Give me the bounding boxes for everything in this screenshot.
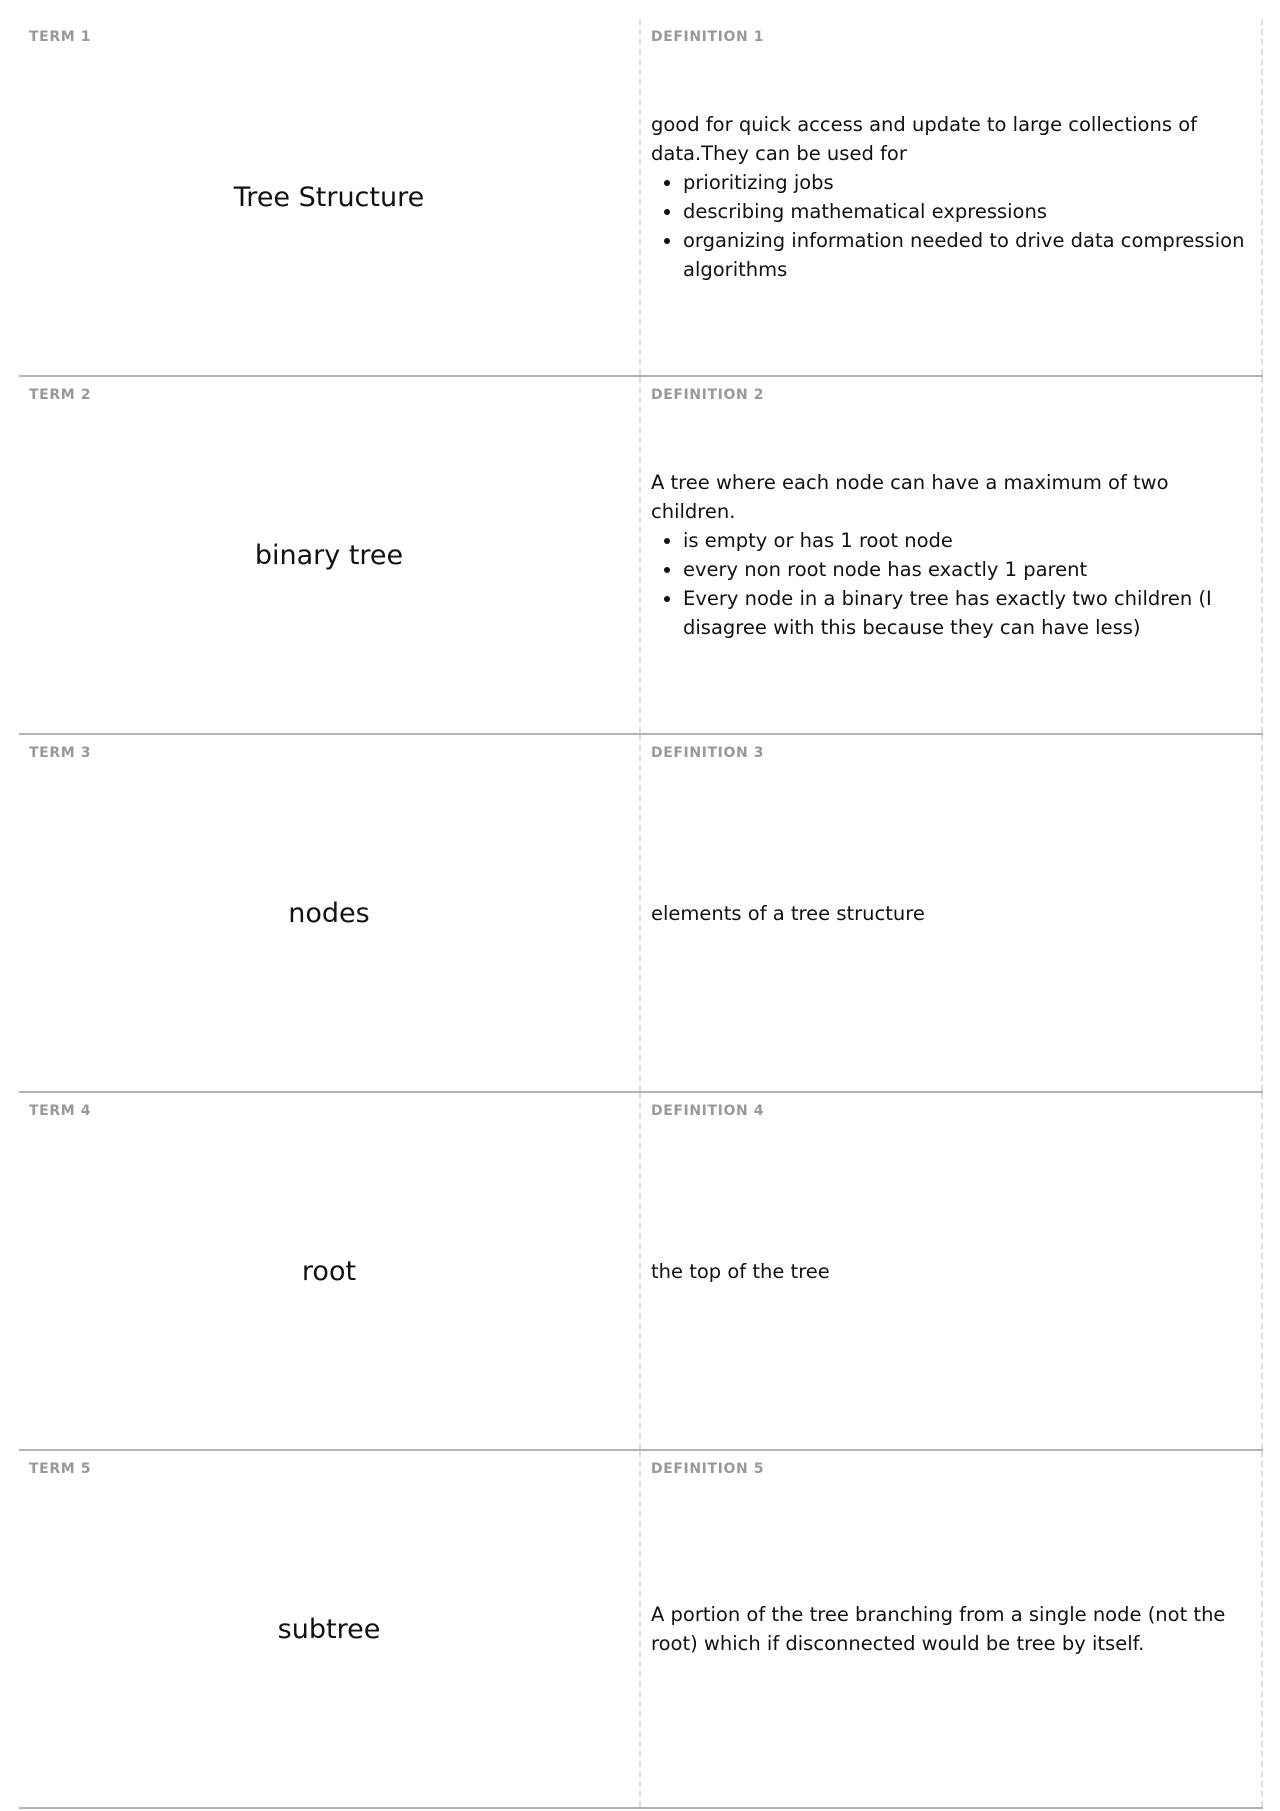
definition-bullet: • every non root node has exactly 1 parent [683,555,1245,584]
definition-cell [641,377,1263,733]
definition-bullet: • is empty or has 1 root node [683,526,1245,555]
definition-bullet-list [651,168,1245,284]
term-cell [19,1093,641,1449]
definition-content [651,899,925,928]
term-text: subtree [277,1613,381,1645]
definition-bullet: • describing mathematical expressions [683,197,1245,226]
definition-content [651,1257,830,1286]
term-cell [19,19,641,375]
term-text: root [301,1255,357,1287]
definition-label: DEFINITION 3 [651,745,765,761]
flashcard-row [19,735,1263,1093]
definition-cell [641,1451,1263,1807]
definition-label: DEFINITION 1 [651,29,765,45]
definition-label: DEFINITION 2 [651,387,765,403]
flashcard-row [19,377,1263,735]
flashcard-row [19,1451,1263,1809]
term-label: TERM 3 [29,745,92,761]
definition-bullet: • prioritizing jobs [683,168,1245,197]
definition-label: DEFINITION 4 [651,1103,765,1119]
definition-content [651,110,1245,284]
term-label: TERM 2 [29,387,92,403]
definition-intro: A tree where each node can have a maximum of two children. [651,471,1169,523]
definition-intro: A portion of the tree branching from a single node (not the root) which if disconnected would be tree by itself. [651,1603,1226,1655]
term-label: TERM 4 [29,1103,92,1119]
definition-cell [641,735,1263,1091]
term-label: TERM 1 [29,29,92,45]
definition-intro: the top of the tree [651,1259,830,1283]
term-cell [19,377,641,733]
definition-label: DEFINITION 5 [651,1461,765,1477]
definition-cell [641,1093,1263,1449]
definition-intro: good for quick access and update to large collections of data.They can be used for [651,113,1197,165]
term-text: Tree Structure [233,181,425,213]
term-cell [19,1451,641,1807]
flashcard-row [19,19,1263,377]
definition-content [651,1600,1245,1658]
term-cell [19,735,641,1091]
definition-cell [641,19,1263,375]
definition-intro: elements of a tree structure [651,901,925,925]
flashcard-sheet [19,19,1263,1809]
flashcard-row [19,1093,1263,1451]
definition-bullet: • Every node in a binary tree has exactly two children (I disagree with this because they can have less) [683,584,1245,642]
term-label: TERM 5 [29,1461,92,1477]
definition-bullet: • organizing information needed to drive data compression algorithms [683,226,1245,284]
definition-bullet-list [651,526,1245,642]
definition-content [651,468,1245,642]
term-text: binary tree [254,539,404,571]
term-text: nodes [288,897,370,929]
